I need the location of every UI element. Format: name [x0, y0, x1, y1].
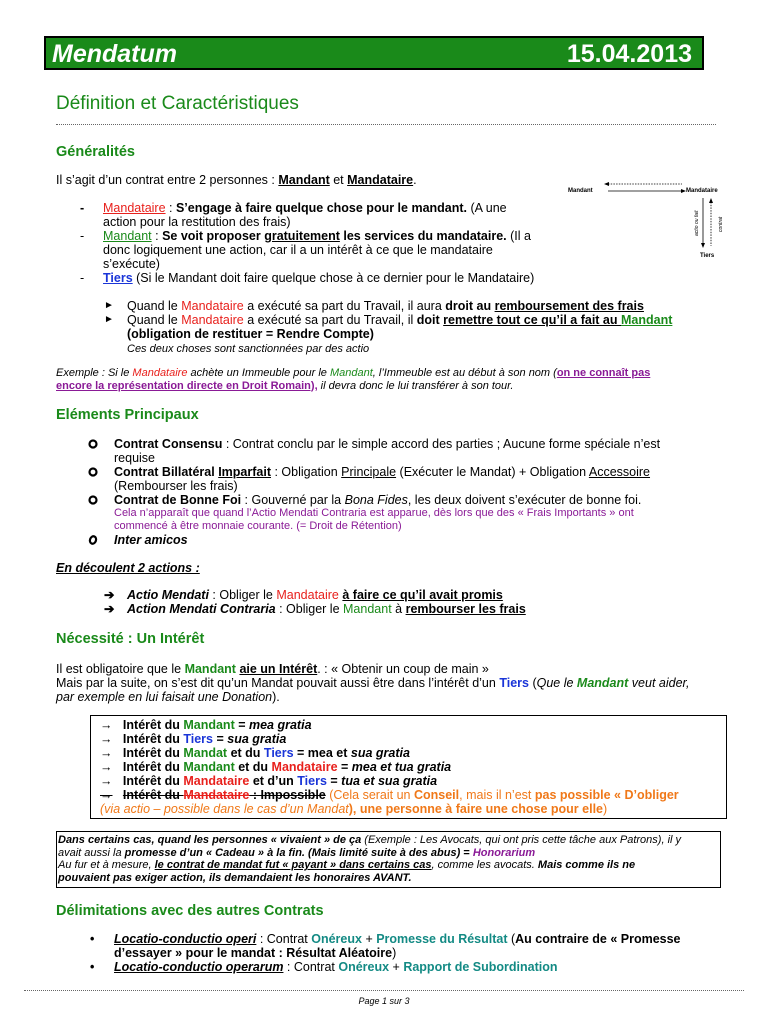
row-b: Tiers	[297, 774, 327, 788]
e1-bold: Contrat Consensu	[114, 437, 223, 451]
arrow1-b: a exécuté sa part du Travail, il aura	[243, 299, 446, 313]
d2-a: : Contrat	[283, 960, 339, 974]
element-bonne-foi-note	[114, 507, 718, 532]
item-mandataire-line2: action pour la restitution des frais)	[103, 215, 291, 229]
arrow1-u: remboursement des frais	[494, 299, 644, 313]
generalites-intro	[56, 173, 417, 187]
diagram-tiers: Tiers	[700, 253, 715, 259]
p2-b: (	[528, 676, 537, 690]
colon: :	[151, 229, 163, 243]
item-mandataire	[103, 201, 555, 229]
item-mandant-rest: (Il a	[506, 229, 531, 243]
page-title: Définition et Caractéristiques	[56, 93, 299, 114]
item-mandataire-bold: S’engage à faire quelque chose pour le mandant.	[175, 201, 468, 215]
intro-mandant: Mandant	[278, 173, 330, 187]
a1-a: : Obliger le	[208, 588, 277, 602]
a2-mandant: Mandant	[343, 602, 392, 616]
item-mandant-line3: s’exécute)	[103, 257, 160, 271]
p2-tiers: Tiers	[499, 676, 529, 690]
ring-bullets	[88, 438, 100, 548]
row-a: Mandat	[183, 746, 228, 760]
row-tail: sua gratia	[227, 732, 287, 746]
p1-a: Il est obligatoire que le	[56, 662, 185, 676]
row-mid2: =	[326, 774, 342, 788]
document-title: Mendatum	[52, 40, 177, 68]
last-o2: , mais il n’est	[459, 788, 535, 802]
row-mid: =	[213, 732, 228, 746]
arrow2-mandant: Mandant	[621, 313, 673, 327]
intro-end: .	[413, 173, 417, 187]
example-paragraph	[56, 367, 718, 392]
item-mandant	[103, 229, 555, 271]
item-mandant-bold1: Se voit proposer	[162, 229, 265, 243]
example-mandant: Mandant	[329, 367, 373, 379]
p2-i1: Que le	[536, 676, 577, 690]
example-a: Exemple : Si le	[56, 367, 133, 379]
section-heading-generalites: Généralités	[56, 144, 135, 160]
element-consensu	[114, 437, 718, 465]
item-tiers-rest: (Si le Mandant doit faire quelque chose à ce dernier pour le Mandataire)	[132, 271, 535, 285]
element-billateral	[114, 465, 718, 493]
diagram-contrat: contrat	[718, 216, 724, 232]
d1-b: (	[507, 932, 516, 946]
arrow2-u: remettre tout ce qu’il a fait au	[443, 313, 621, 327]
footer-divider	[24, 990, 744, 991]
item-mandataire-name: Mandataire	[103, 201, 166, 215]
row-mid: et d’un	[249, 774, 298, 788]
box-l2-i: avait aussi la	[58, 846, 125, 859]
pointer-2: ►	[104, 314, 114, 325]
p2-line2: par exemple en lui faisait une Donation	[56, 690, 273, 704]
item-mandant-bold2: les services du mandataire.	[339, 229, 507, 243]
interet-row	[100, 774, 726, 788]
element-bonne-foi	[114, 493, 718, 507]
honorarium-text	[58, 834, 718, 884]
example-d: il devra donc le lui transférer à son tour.	[317, 379, 514, 392]
row-b: Tiers	[263, 746, 294, 760]
arrow-bullet-2: ➔	[104, 602, 115, 616]
dash-3: -	[80, 271, 85, 285]
arrow1-a: Quand le	[127, 299, 182, 313]
row-b: Mandataire	[271, 760, 338, 774]
point-remboursement	[127, 299, 644, 313]
delimitation-operarum	[114, 960, 718, 974]
a2-name: Action Mendati Contraria	[127, 602, 276, 616]
a2-u: rembourser les frais	[405, 602, 526, 616]
d2-onereux: Onéreux	[338, 960, 390, 974]
row-mid: et du	[227, 746, 264, 760]
example-c: , l’Immeuble est au début à son nom (	[372, 367, 557, 379]
item-mandant-line2: donc logiquement une action, car il a un intérêt à ce que le mandataire	[103, 243, 493, 257]
d2-subordination: Rapport de Subordination	[403, 960, 558, 974]
row-mid2: = mea et	[293, 746, 351, 760]
last-strike1: Intérêt du	[122, 788, 184, 802]
d1-bold: Au contraire de « Promesse	[515, 932, 681, 946]
arrow2-line2: (obligation de restituer = Rendre Compte)	[127, 327, 374, 341]
box-l3-i2: , comme les avocats.	[431, 859, 538, 871]
section-heading-delimitations: Délimitations avec des autres Contrats	[56, 903, 324, 919]
d2-plus: +	[389, 960, 404, 974]
arrow2-bold: doit	[416, 313, 444, 327]
row-tail: mea et tua gratia	[351, 760, 452, 774]
section-heading-elements: Eléments Principaux	[56, 407, 199, 423]
p2-end: ).	[272, 690, 280, 704]
arrow-bullet-1: ➔	[104, 588, 115, 602]
e1-rest: : Contrat conclu par le simple accord des parties ; Aucune forme spéciale n’est	[222, 437, 661, 451]
box-l3-i: Au fur et à mesure,	[58, 859, 155, 871]
arrow1-mandataire: Mandataire	[181, 299, 244, 313]
box-l3-biu: le contrat de mandat fut « payant » dans certains cas	[154, 859, 432, 871]
last-conseil: Conseil	[413, 788, 460, 802]
delimitation-operi	[114, 932, 718, 960]
last-o1: (Cela serait un	[325, 788, 414, 802]
p2-mandant: Mandant	[576, 676, 629, 690]
d1-onereux: Onéreux	[311, 932, 362, 946]
item-mandant-name: Mandant	[103, 229, 152, 243]
e3-note1: Cela n’apparaît que quand l’Actio Mendati Contraria est apparue, dès lors que des « Frais Importants » ont	[114, 507, 634, 519]
arrow2-mandataire: Mandataire	[181, 313, 244, 327]
d1-resultat: Promesse du Résultat	[376, 932, 508, 946]
box-l3-bi: Mais comme ils ne	[537, 859, 636, 871]
last-line2-end: )	[603, 802, 608, 816]
row-tail: sua gratia	[350, 746, 410, 760]
arrow2-b: a exécuté sa part du Travail, il	[243, 313, 417, 327]
section-heading-necessite: Nécessité : Un Intérêt	[56, 631, 205, 647]
e2-line2: (Rembourser les frais)	[114, 479, 238, 493]
bullet-2: •	[90, 960, 95, 974]
action-mendati	[127, 588, 503, 602]
e2-b: (Exécuter le Mandat) + Obligation	[396, 465, 589, 479]
e3-b: , les deux doivent s’exécuter de bonne foi.	[407, 493, 642, 507]
row-a: Mandant	[183, 718, 235, 732]
row-a: Tiers	[183, 732, 213, 746]
e3-bona-fides: Bona Fides	[344, 493, 408, 507]
row-lead: Intérêt du	[122, 760, 184, 774]
diagram-mandataire: Mandataire	[686, 188, 718, 194]
example-mandataire: Mandataire	[132, 367, 188, 379]
row-mid: =	[234, 718, 249, 732]
colon: :	[165, 201, 176, 215]
row-lead: Intérêt du	[122, 732, 184, 746]
p1-mandant: Mandant	[184, 662, 236, 676]
bullet-1: •	[90, 932, 95, 946]
interet-row	[100, 718, 726, 732]
last-o-bold2: pas possible « D’obliger	[534, 788, 679, 802]
box-l1-bi: Dans certains cas, quand les personnes « vivaient » de ça	[58, 834, 362, 846]
e2-a: : Obligation	[270, 465, 342, 479]
example-purple2: encore la représentation directe en Droit Romain),	[56, 379, 318, 392]
relation-diagram	[560, 176, 740, 262]
p2-a: Mais par la suite, on s’est dit qu’un Mandat pouvait aussi être dans l’intérêt d’un	[56, 676, 500, 690]
arrow1-bold: droit au	[445, 299, 495, 313]
dashed-arrow-head	[604, 182, 609, 186]
dash-1: -	[80, 201, 85, 215]
ring-bullet-icon	[90, 469, 97, 476]
e3-note2: commencé à être monnaie courante. (= Droit de Rétention)	[114, 519, 402, 532]
interet-row	[100, 746, 726, 760]
last-strike2: : Impossible	[249, 788, 326, 802]
interet-list	[100, 718, 726, 816]
point-restituer	[127, 313, 672, 356]
interet-row-impossible-cont	[100, 802, 726, 816]
ring-bullet-icon	[90, 497, 97, 504]
row-arrow: →	[100, 788, 113, 802]
row-a: Mandant	[183, 760, 235, 774]
document-date: 15.04.2013	[566, 40, 692, 68]
last-line2-i: (via actio – possible dans le cas d’un Mandat	[100, 802, 349, 816]
a1-u: à faire ce qu’il avait promis	[342, 588, 503, 602]
row-lead: Intérêt du	[122, 746, 184, 760]
e3-bold: Contrat de Bonne Foi	[114, 493, 242, 507]
element-inter-amicos: Inter amicos	[114, 533, 188, 547]
row-mid2: =	[337, 760, 352, 774]
row-lead: Intérêt du	[122, 774, 184, 788]
diagram-mandant: Mandant	[568, 188, 593, 194]
box-l1-i: (Exemple : Les Avocats, qui ont pris cette tâche aux Patrons), il y	[361, 834, 682, 846]
d2-name: Locatio-conductio operarum	[114, 960, 284, 974]
header-banner	[44, 36, 704, 70]
box-l2-bi: promesse d’un « Cadeau » à la fin. (Mais limité suite à des abus)	[124, 846, 461, 859]
actions-heading: En découlent 2 actions :	[56, 561, 200, 575]
last-line2-b: ), une personne à faire une chose pour elle	[348, 802, 603, 816]
row-arrow: →	[100, 746, 113, 760]
p1-b: . : « Obtenir un coup de main »	[317, 662, 489, 676]
intro-mandataire: Mandataire	[347, 173, 414, 187]
e2-accessoire: Accessoire	[588, 465, 651, 479]
row-arrow: →	[100, 760, 113, 774]
diagram-actio: actio ou fait	[694, 210, 700, 236]
item-mandant-gratuit: gratuitement	[264, 229, 340, 243]
ring-bullet-icon	[89, 535, 97, 544]
row-mid: et du	[234, 760, 272, 774]
arrow2-a: Quand le	[127, 313, 182, 327]
example-purple1: on ne connaît pas	[556, 367, 651, 379]
d1-line2: d’essayer » pour le mandat : Résultat Aléatoire	[114, 946, 393, 960]
row-tail: mea gratia	[248, 718, 312, 732]
e1-line2: requise	[114, 451, 155, 465]
dash-2: -	[80, 229, 85, 243]
d1-end: )	[392, 946, 397, 960]
intro-text: Il s’agit d’un contrat entre 2 personnes :	[56, 173, 279, 187]
ring-bullet-icon	[90, 441, 97, 448]
title-divider	[56, 124, 716, 125]
last-strike-red: Mandataire	[183, 788, 250, 802]
a1-mandataire: Mandataire	[276, 588, 339, 602]
a2-b: à	[391, 602, 406, 616]
e2-principale: Principale	[341, 465, 397, 479]
e2-bold1: Contrat Billatéral	[114, 465, 219, 479]
a1-name: Actio Mendati	[127, 588, 209, 602]
a2-a: : Obliger le	[275, 602, 344, 616]
row-lead: Intérêt du	[122, 718, 184, 732]
p2-i2: veut aider,	[628, 676, 690, 690]
down-arrow-head	[701, 243, 705, 248]
e3-a: : Gouverné par la	[241, 493, 345, 507]
item-tiers	[103, 271, 573, 285]
page-number: Page 1 sur 3	[358, 996, 410, 1006]
d1-name: Locatio-conductio operi	[114, 932, 257, 946]
interet-row	[100, 732, 726, 746]
item-mandataire-rest: (A une	[467, 201, 507, 215]
row-arrow: →	[100, 732, 113, 746]
p1-u: aie un Intérêt	[239, 662, 318, 676]
intro-et: et	[329, 173, 348, 187]
row-a: Mandataire	[183, 774, 250, 788]
row-arrow: →	[100, 774, 113, 788]
row-arrow: →	[100, 718, 113, 732]
interet-row	[100, 760, 726, 774]
interet-row-impossible	[100, 788, 726, 802]
e2-imparfait: Imparfait	[218, 465, 271, 479]
box-l4-bi: pouvaient pas exiger action, ils demandaient les honoraires AVANT.	[58, 871, 412, 884]
action-mendati-contraria	[127, 602, 526, 616]
pointer-1: ►	[104, 300, 114, 311]
row-tail: tua et sua gratia	[341, 774, 438, 788]
box-l2-eq: =	[460, 846, 473, 859]
up-arrow-head	[709, 198, 713, 203]
necessite-paragraph	[56, 662, 720, 704]
box-honorarium: Honorarium	[472, 846, 536, 859]
d1-a: : Contrat	[256, 932, 312, 946]
example-b: achète un Immeuble pour le	[187, 367, 330, 379]
d1-plus: +	[361, 932, 377, 946]
arrow2-line3: Ces deux choses sont sanctionnées par des actio	[127, 343, 370, 355]
item-tiers-name: Tiers	[103, 271, 133, 285]
